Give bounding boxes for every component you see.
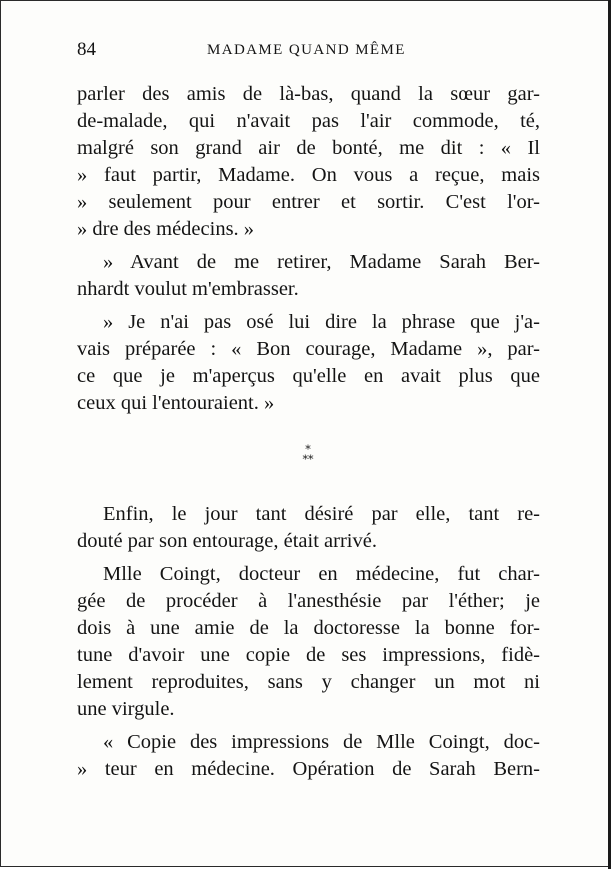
asterism-top-star: *	[305, 443, 311, 456]
text-line: gée de procéder à l'anesthésie par l'éther; je	[77, 590, 540, 612]
text-line: malgré son grand air de bonté, me dit : « Il	[77, 137, 540, 159]
page-header	[77, 39, 540, 63]
text-line: Enfin, le jour tant désiré par elle, tant re-	[103, 503, 540, 525]
text-line: une virgule.	[77, 698, 175, 720]
paragraph	[77, 249, 540, 303]
text-line: tune d'avoir une copie de ses impressions, fidè-	[77, 644, 540, 666]
text-line: » Avant de me retirer, Madame Sarah Ber-	[103, 251, 540, 273]
text-line: ceux qui l'entouraient. »	[77, 392, 275, 414]
text-line: » dre des médecins. »	[77, 218, 255, 240]
paragraph	[77, 729, 540, 783]
page-number: 84	[77, 39, 96, 60]
running-title: MADAME QUAND MÊME	[207, 42, 406, 58]
asterism-bottom-stars: **	[302, 453, 314, 466]
text-line: douté par son entourage, était arrivé.	[77, 530, 377, 552]
text-line: » seulement pour entrer et sortir. C'est l'or-	[77, 191, 540, 213]
paragraph	[77, 501, 540, 555]
text-block-before-break	[77, 81, 540, 417]
text-line: dois à une amie de la doctoresse la bonne for-	[77, 617, 540, 639]
text-line: nhardt voulut m'embrasser.	[77, 278, 299, 300]
asterism-section-break	[293, 445, 323, 471]
text-line: ce que je m'aperçus qu'elle en avait plus que	[77, 365, 540, 387]
text-line: » faut partir, Madame. On vous a reçue, mais	[77, 164, 540, 186]
paragraph	[77, 309, 540, 417]
text-line: Mlle Coingt, docteur en médecine, fut char-	[103, 563, 540, 585]
paragraph	[77, 81, 540, 243]
text-line: parler des amis de là-bas, quand la sœur gar-	[77, 83, 540, 105]
text-line: lement reproduites, sans y changer un mot ni	[77, 671, 540, 693]
text-line: » teur en médecine. Opération de Sarah Bern-	[77, 758, 540, 780]
text-line: vais préparée : « Bon courage, Madame », par-	[77, 338, 540, 360]
text-line: de-malade, qui n'avait pas l'air commode, té,	[77, 110, 540, 132]
text-block-after-break	[77, 501, 540, 783]
text-line: » Je n'ai pas osé lui dire la phrase que j'a-	[103, 311, 540, 333]
text-line: « Copie des impressions de Mlle Coingt, doc-	[103, 731, 540, 753]
paragraph	[77, 561, 540, 723]
